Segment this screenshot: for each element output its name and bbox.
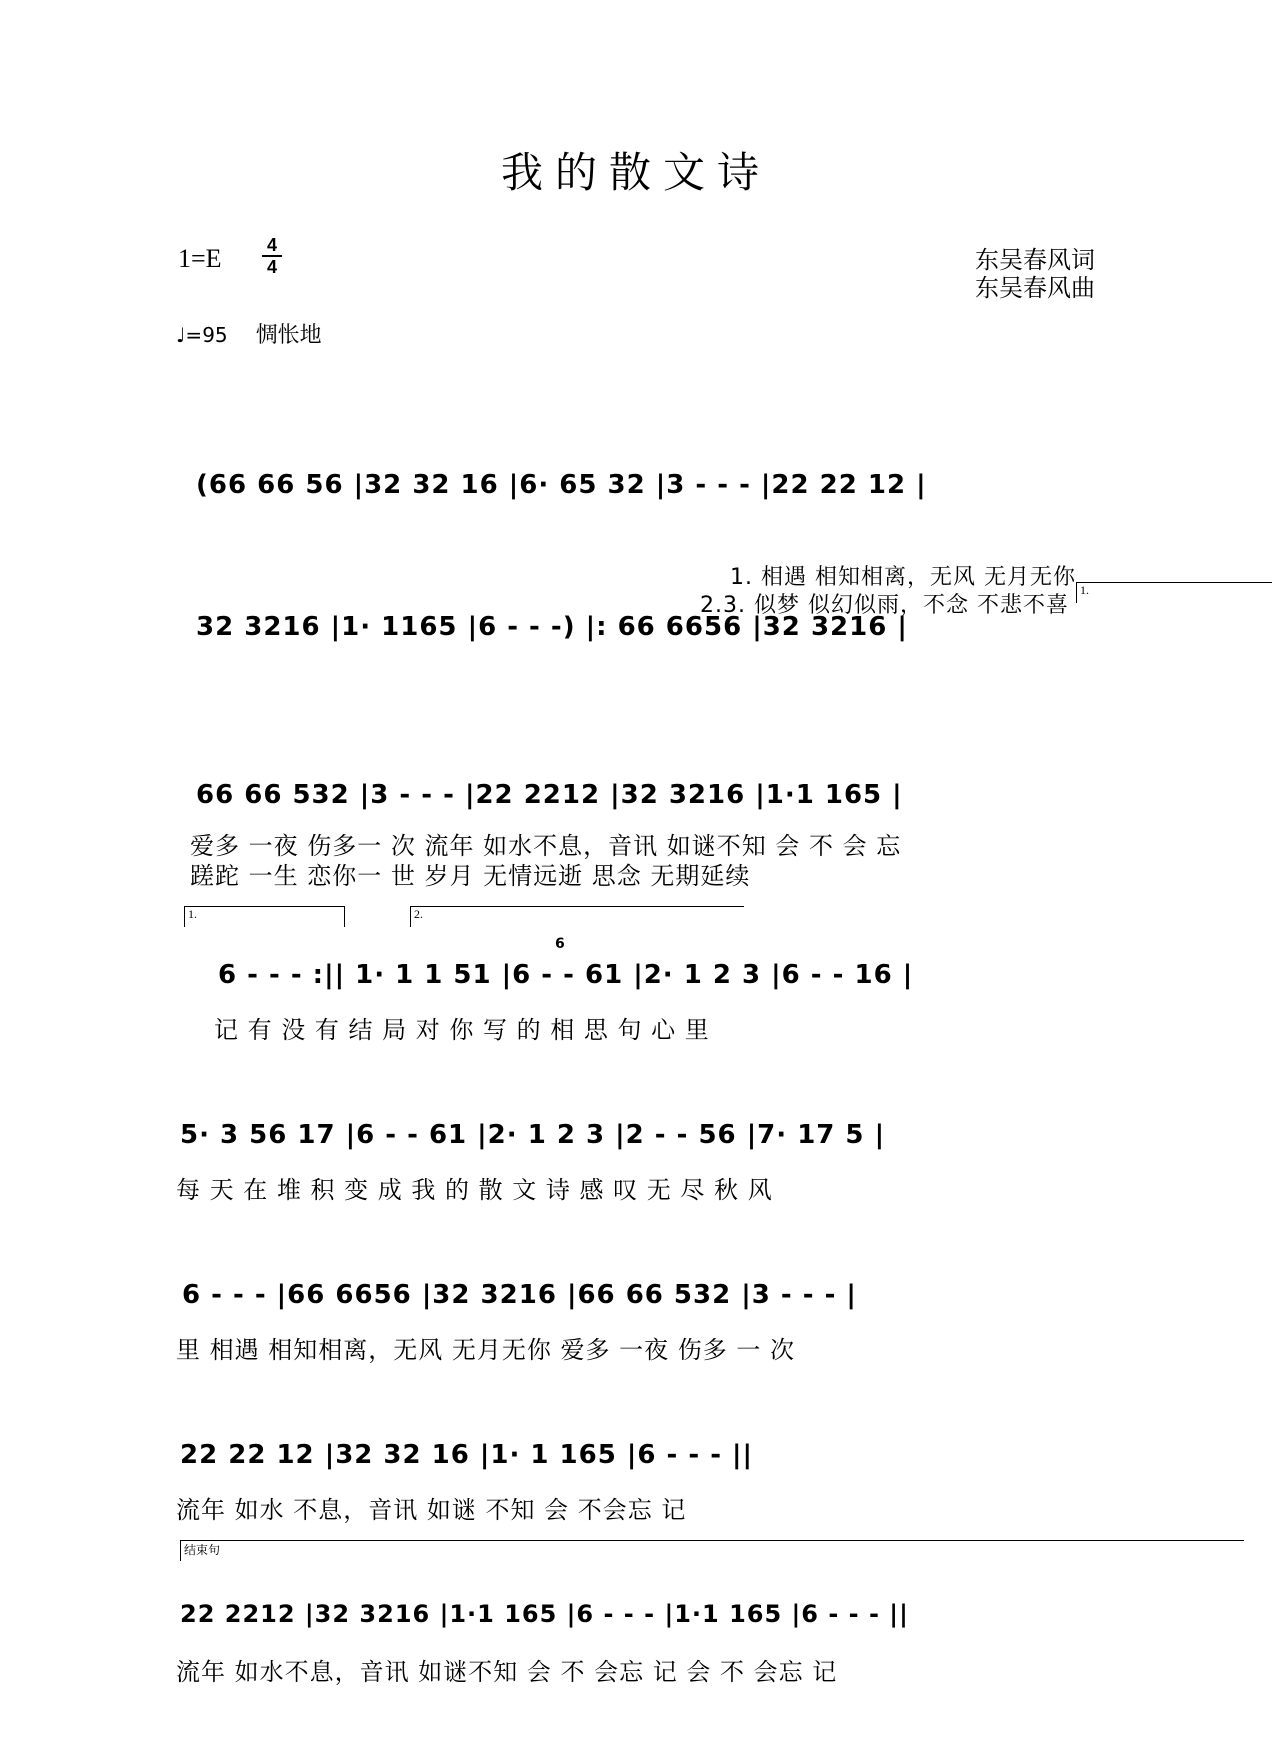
score-row-2: 32 3216 |1· 1165 |6 - - -) |: 66 6656 |32 3216 | bbox=[196, 612, 908, 642]
key-signature: 1=E bbox=[178, 244, 222, 273]
grace-note: 6 bbox=[555, 936, 565, 952]
lyric-row-6: 里 相遇 相知相离，无风 无月无你 爱多 一夜 伤多 一 次 bbox=[176, 1336, 796, 1364]
time-signature bbox=[262, 236, 282, 276]
score-row-8: 22 2212 |32 3216 |1·1 165 |6 - - - |1·1 165 |6 - - - || bbox=[180, 1600, 909, 1628]
lyric-row-2-verse-2: 2.3. 似梦 似幻似雨，不念 不悲不喜 bbox=[700, 593, 1069, 618]
tempo-marking bbox=[176, 318, 322, 349]
lyricist: 东吴春风词 bbox=[975, 246, 1095, 274]
volta-ending: 结束句 bbox=[180, 1540, 1244, 1561]
credits bbox=[975, 246, 1095, 302]
tempo-value: ♩=95 bbox=[176, 323, 228, 347]
volta-row-2: 1. bbox=[1076, 582, 1272, 603]
score-row-3: 66 66 532 |3 - - - |22 2212 |32 3216 |1·1 165 | bbox=[196, 780, 903, 810]
score-row-4: 6 - - - :|| 1· 1 1 51 |6 - - 61 |2· 1 2 3 |6 - - 16 | bbox=[218, 960, 914, 990]
composer: 东吴春风曲 bbox=[975, 274, 1095, 302]
score-row-1: (66 66 56 |32 32 16 |6· 65 32 |3 - - - |22 22 12 | bbox=[196, 470, 927, 500]
lyric-row-5: 每 天 在 堆 积 变 成 我 的 散 文 诗 感 叹 无 尽 秋 风 bbox=[176, 1176, 773, 1204]
mood-marking: 惆怅地 bbox=[255, 323, 322, 348]
volta-row-4-second: 2. bbox=[410, 906, 744, 927]
score-row-6: 6 - - - |66 6656 |32 3216 |66 66 532 |3 - - - | bbox=[182, 1280, 857, 1310]
lyric-row-3-verse-1: 爱多 一夜 伤多一 次 流年 如水不息，音讯 如谜不知 会 不 会 忘 bbox=[190, 832, 902, 860]
meter-bottom: 4 bbox=[266, 257, 277, 277]
lyric-row-2-verse-1: 1. 相遇 相知相离，无风 无月无你 bbox=[730, 565, 1076, 590]
volta-row-4-first: 1. bbox=[184, 906, 345, 927]
page-title: 我的散文诗 bbox=[500, 148, 771, 197]
score-row-5: 5· 3 56 17 |6 - - 61 |2· 1 2 3 |2 - - 56 |7· 17 5 | bbox=[180, 1120, 886, 1150]
lyric-row-4: 记 有 没 有 结 局 对 你 写 的 相 思 句 心 里 bbox=[214, 1016, 710, 1044]
score-row-7: 22 22 12 |32 32 16 |1· 1 165 |6 - - - || bbox=[180, 1440, 754, 1470]
meter-top: 4 bbox=[266, 235, 277, 255]
lyric-row-3-verse-2: 蹉跎 一生 恋你一 世 岁月 无情远逝 思念 无期延续 bbox=[190, 862, 751, 890]
lyric-row-7: 流年 如水 不息，音讯 如谜 不知 会 不会忘 记 bbox=[176, 1496, 687, 1524]
lyric-row-8: 流年 如水不息，音讯 如谜不知 会 不 会忘 记 会 不 会忘 记 bbox=[176, 1658, 838, 1686]
